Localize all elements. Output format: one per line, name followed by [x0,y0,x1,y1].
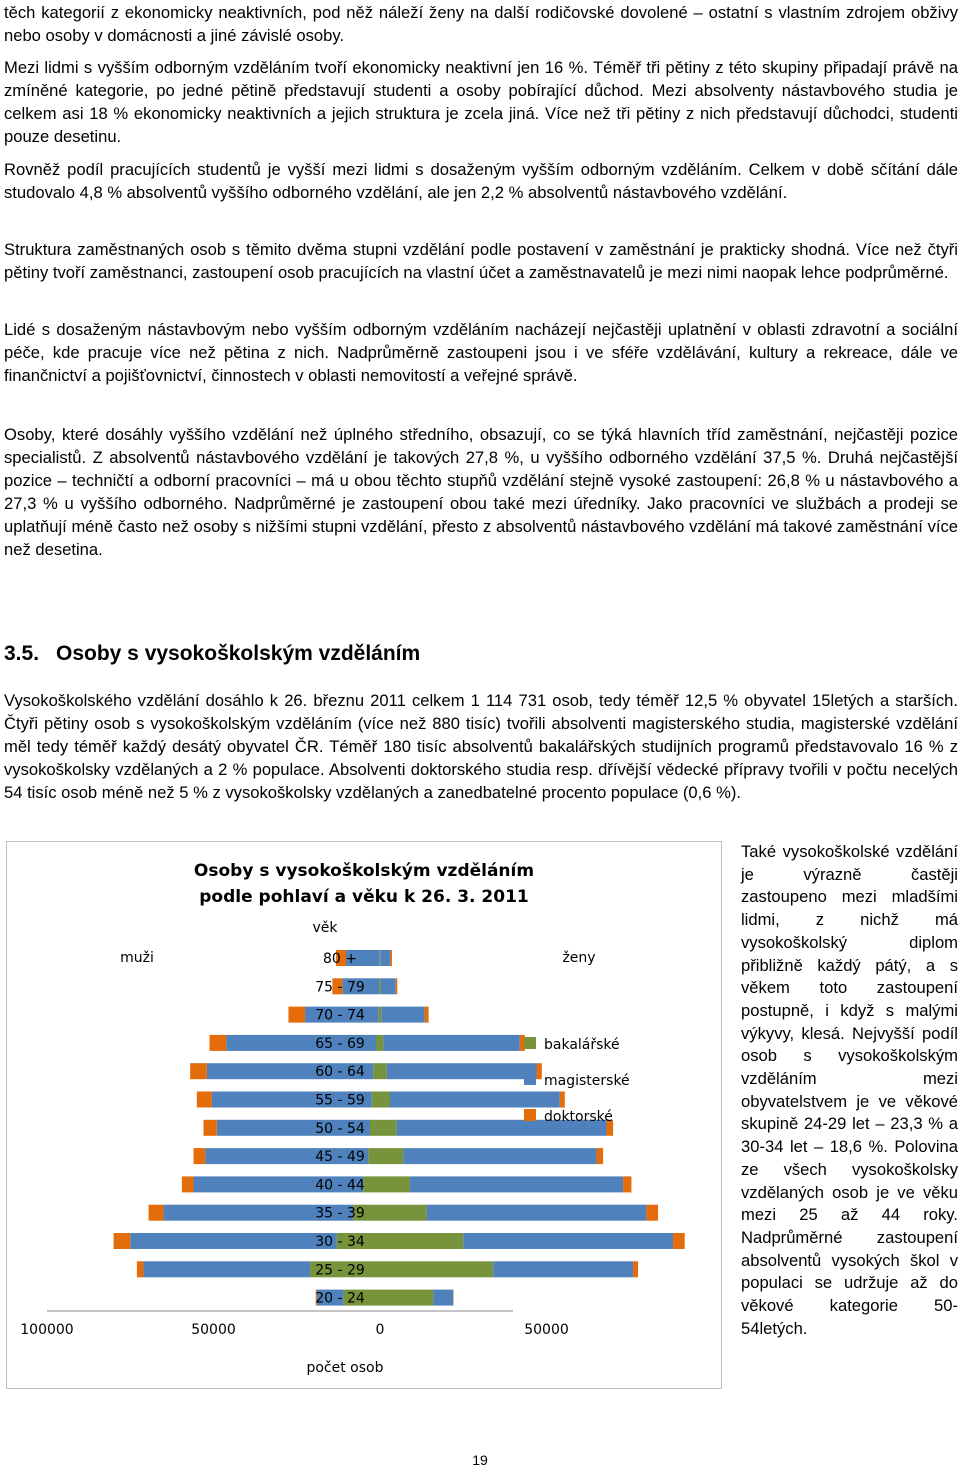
bar-female-bakalářské-8 [380,1176,410,1192]
bar-female-bakalářské-2 [380,1007,381,1023]
bar-female-doktorské-7 [596,1148,603,1164]
category-label-2: 70 - 74 [315,1007,365,1024]
pyramid-svg [7,842,721,1388]
bar-male-doktorské-9 [149,1205,164,1221]
bar-female-doktorské-11 [633,1261,638,1277]
bar-female-magisterské-7 [403,1148,596,1164]
bar-female-magisterské-4 [387,1063,537,1079]
section-number: 3.5. [4,642,40,665]
category-label-11: 25 - 29 [315,1262,365,1279]
bar-male-bakalářské-2 [378,1007,380,1023]
bar-male-doktorské-2 [288,1007,305,1023]
bar-male-doktorské-7 [194,1148,206,1164]
bar-female-magisterské-3 [383,1035,520,1051]
legend-label-bakalářské: bakalářské [544,1037,620,1053]
bar-male-magisterské-11 [144,1261,311,1277]
category-label-0: 80 + [323,951,357,967]
bar-female-bakalářské-5 [380,1092,390,1108]
bar-female-bakalářské-1 [380,978,381,994]
bar-female-magisterské-9 [427,1205,647,1221]
category-label-8: 40 - 44 [315,1177,365,1194]
paragraph-fields: Lidé s dosaženým nástavbovým nebo vyšším odborným vzděláním nacházejí nejčastěji uplatnění v oblasti zdravotní a sociální péče, kde pracuje více než pětina z nich. Nadprůměrně zastoupeni jsou i ve sféře vzdělávání, kultury a rekreace, dále ve finančnictví a pojišťovnictví, činnostech v oblasti nemovitostí a veřejné správě. [4,320,958,385]
x-tick-label-0: 100000 [20,1322,74,1338]
bar-male-bakalářské-4 [373,1063,380,1079]
chart-legend [524,1037,630,1125]
category-label-12: 20 - 24 [315,1290,365,1307]
bar-male-bakalářské-3 [376,1035,380,1051]
bar-female-bakalářské-7 [380,1148,403,1164]
bar-female-bakalářské-11 [380,1261,493,1277]
bar-female-magisterské-2 [381,1007,424,1023]
bar-female-doktorské-8 [623,1176,631,1192]
bar-female-magisterské-11 [493,1261,633,1277]
page-number: 19 [472,1452,488,1468]
paragraph-intro: těch kategorií z ekonomicky neaktivních, pod něž náleží ženy na další rodičovské dovolené – ostatní s vlastním zdrojem obživy nebo osoby v domácnosti a jiné závislé osoby. [4,3,958,45]
paragraph-employment-status: Struktura zaměstnaných osob s těmito dvěma stupni vzdělání podle postavení v zaměstnání je prakticky shodná. Více než čtyři pětiny tvoří zaměstnanci, zastoupení osob pracujících na vlastní účet a zaměstnavatelů je mezi nimi naopak lehce podprůměrné. [4,240,958,282]
legend-swatch-magisterské [524,1073,536,1085]
female-label: ženy [562,950,596,966]
category-labels [308,949,372,1307]
x-tick-label-1: 50000 [191,1322,236,1338]
chart-title-line-2: podle pohlaví a věku k 26. 3. 2011 [199,887,529,907]
bar-female-doktorské-10 [673,1233,685,1249]
category-label-6: 50 - 54 [315,1120,365,1137]
x-tick-label-3: 50000 [524,1322,569,1338]
bar-male-doktorské-8 [182,1176,194,1192]
bars-group [114,950,685,1306]
paragraph-occupations: Osoby, které dosáhly vyššího vzdělání než úplného středního, obsazují, co se týká hlavních tříd zaměstnání, nejčastěji pozice specialistů. Z absolventů nástavbového vzdělání je takových 27,8 %, u vyššího odborného vzdělání 37,5 %. Druhá nejčastější pozice – techničtí a odborní pracovníci – má u obou těchto stupňů vzdělání stejně vysoké zastoupení: 26,8 % u nástavbového a 27,3 % u vyššího odborného. Nadprůměrné je zastoupení obou také mezi úředníky. Jako pracovníci ve službách a prodeji se uplatňují méně často než osoby s nižšími stupni vzdělání, přesto z absolventů nástavbového vzdělání má takové zaměstnání více než desetina. [4,425,958,559]
chart-title-line-1: Osoby s vysokoškolským vzděláním [193,861,535,881]
bar-female-magisterské-8 [410,1176,623,1192]
bar-male-doktorské-11 [137,1261,144,1277]
paragraph-university: Vysokoškolského vzdělání dosáhlo k 26. březnu 2011 celkem 1 114 731 osob, tedy téměř 12,5 % obyvatel 15letých a starších. Čtyři pětiny osob s vysokoškolským vzděláním (více než 880 tisíc) tvořili absolventi magisterského studia, magisterské vzdělání měl tedy téměř každý desátý obyvatel ČR. Téměř 180 tisíc absolventů bakalářských studijních programů představovalo 16 % z vysokoškolsky vzdělaných a 2 % populace. Absolventi doktorského studia resp. dřívější vědecké přípravy tvořili v počtu necelých 54 tisíc osob méně než 5 % z vysokoškolsky vzdělaných a zanedbatelné procento populace (0,6 %). [4,691,958,802]
legend-label-magisterské: magisterské [544,1073,630,1089]
bar-female-bakalářské-9 [380,1205,427,1221]
bar-male-magisterské-10 [130,1233,336,1249]
bar-female-magisterské-0 [380,950,390,966]
bar-female-doktorské-0 [390,950,392,966]
bar-male-doktorské-6 [204,1120,217,1136]
bar-female-magisterské-1 [381,978,396,994]
x-tick-labels [20,1322,569,1338]
bar-male-bakalářské-5 [372,1092,380,1108]
side-paragraph: Také vysokoškolské vzdělání je výrazně častěji zastoupeno mezi mladšími lidmi, z nichž má vysokoškolský diplom přibližně každý pátý, a s věkem toto zastoupení postupně, i když s malými výkyvy, klesá. Nejvyšší podíl osob s vysokoškolským vzděláním mezi obyvatelstvem je ve věkové skupině 24-29 let – 23,3 % a 30-34 let – 18,6 %. Polovina ze všech vysokoškolsky vzdělaných osob je ve věku mezi 25 až 44 roky. Nadprůměrné zastoupení absolventů vysokých škol v populaci se udržuje až do věkové kategorie 50-54letých. [741,842,958,1338]
bar-female-bakalářské-10 [380,1233,463,1249]
bar-female-magisterské-5 [390,1092,560,1108]
bar-female-magisterské-10 [463,1233,673,1249]
legend-swatch-bakalářské [524,1037,536,1049]
bar-male-doktorské-5 [197,1092,212,1108]
bar-male-doktorské-3 [210,1035,227,1051]
legend-label-doktorské: doktorské [544,1109,613,1125]
category-label-5: 55 - 59 [315,1092,365,1109]
paragraph-working-students: Rovněž podíl pracujících studentů je vyšší mezi lidmi s dosaženým vyšším odborným vzděláním. Celkem v době sčítání dále studovalo 4,8 % absolventů vyššího odborného vzdělání, ale jen 2,2 % absolventů nástavbového vzdělání. [4,160,958,202]
bar-male-doktorské-4 [190,1063,207,1079]
bar-female-bakalářské-4 [380,1063,387,1079]
population-pyramid-chart [6,841,722,1389]
paragraph-higher-vocational: Mezi lidmi s vyšším odborným vzděláním tvoří ekonomicky neaktivní jen 16 %. Téměř tři pětiny z této skupiny připadají právě na zmíněné kategorie, po jedné pětině představují studenti a osoby pobírající důchod. Mezi absolventy nástavbového studia je celkem asi 18 % ekonomicky neaktivních a jejich struktura je zcela jiná. Více než tři pětiny z nich představují důchodci, studenti pouze desetinu. [4,58,958,146]
bar-female-doktorské-1 [396,978,398,994]
category-axis-label: věk [312,920,338,936]
legend-swatch-doktorské [524,1109,536,1121]
bar-male-doktorské-10 [114,1233,131,1249]
category-label-7: 45 - 49 [315,1149,365,1166]
section-heading [4,640,420,668]
bar-female-doktorské-5 [560,1092,565,1108]
category-label-4: 60 - 64 [315,1064,365,1081]
section-title: Osoby s vysokoškolským vzděláním [56,642,421,665]
x-tick-label-2: 0 [375,1322,385,1338]
bar-female-bakalářské-3 [380,1035,383,1051]
bar-male-bakalářské-1 [379,978,380,994]
x-axis-label: počet osob [306,1360,384,1376]
category-label-3: 65 - 69 [315,1035,365,1052]
bar-female-bakalářské-12 [380,1290,433,1306]
bar-female-doktorské-4 [537,1063,542,1079]
category-label-1: 75 - 79 [315,979,365,996]
bar-male-bakalářské-0 [379,950,380,966]
bar-female-doktorské-2 [425,1007,429,1023]
bar-female-bakalářské-6 [380,1120,397,1136]
category-label-10: 30 - 34 [315,1234,365,1250]
bar-female-magisterské-12 [433,1290,453,1306]
category-label-9: 35 - 39 [315,1205,365,1222]
bar-female-doktorské-9 [646,1205,658,1221]
male-label: muži [120,950,154,966]
